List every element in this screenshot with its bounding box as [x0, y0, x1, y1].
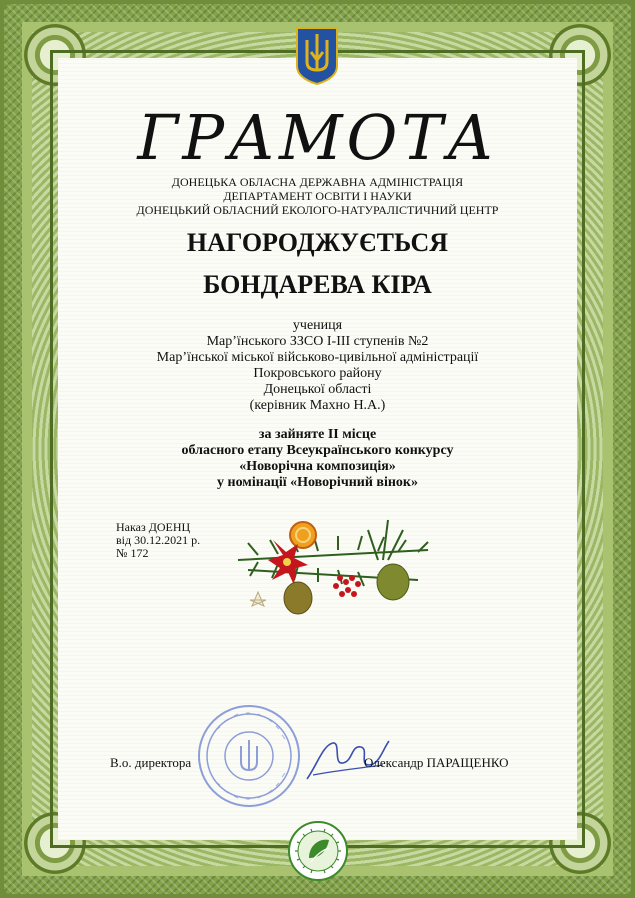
official-stamp-icon: [196, 700, 302, 812]
award-heading: НАГОРОДЖУЄТЬСЯ: [186, 228, 449, 257]
detail-line-4: Покровського району: [253, 366, 382, 381]
order-reference: [116, 521, 200, 560]
achievement-line-2: обласного етапу Всеукраїнського конкурсу: [181, 443, 454, 458]
detail-line-6: (керівник Махно Н.А.): [249, 398, 386, 413]
order-line: Наказ ДОЕНЦ: [116, 520, 191, 534]
achievement-line-4: у номінації «Новорічний вінок»: [217, 475, 418, 490]
certificate-title: ГРАМОТА: [137, 101, 498, 174]
detail-line-1: учениця: [292, 318, 343, 333]
order-date: від 30.12.2021 р.: [116, 533, 201, 547]
christmas-wreath-icon: [228, 510, 443, 630]
eco-center-logo-icon: [287, 820, 349, 882]
org-line-2: ДЕПАРТАМЕНТ ОСВІТИ І НАУКИ: [223, 189, 412, 203]
org-line-3: ДОНЕЦЬКИЙ ОБЛАСНИЙ ЕКОЛОГО-НАТУРАЛІСТИЧНИЙ ЦЕНТР: [136, 203, 499, 217]
org-line-1: ДОНЕЦЬКА ОБЛАСНА ДЕРЖАВНА АДМІНІСТРАЦІЯ: [171, 175, 464, 189]
signatory-role: В.о. директора: [110, 755, 192, 770]
detail-line-5: Донецької області: [263, 382, 372, 397]
detail-line-3: Мар’їнської міської військово-цивільної адміністрації: [156, 350, 479, 365]
detail-line-2: Мар’їнського ЗЗСО І-ІІІ ступенів №2: [206, 334, 429, 349]
recipient-name: БОНДАРЕВА КІРА: [203, 270, 432, 299]
trident-icon: [295, 26, 339, 86]
order-number: № 172: [116, 546, 149, 560]
signatory-name: Олександр ПАРАЩЕНКО: [364, 755, 509, 770]
achievement-line-1: за зайняте ІІ місце: [258, 427, 377, 442]
achievement-line-3: «Новорічна композиція»: [239, 459, 396, 474]
